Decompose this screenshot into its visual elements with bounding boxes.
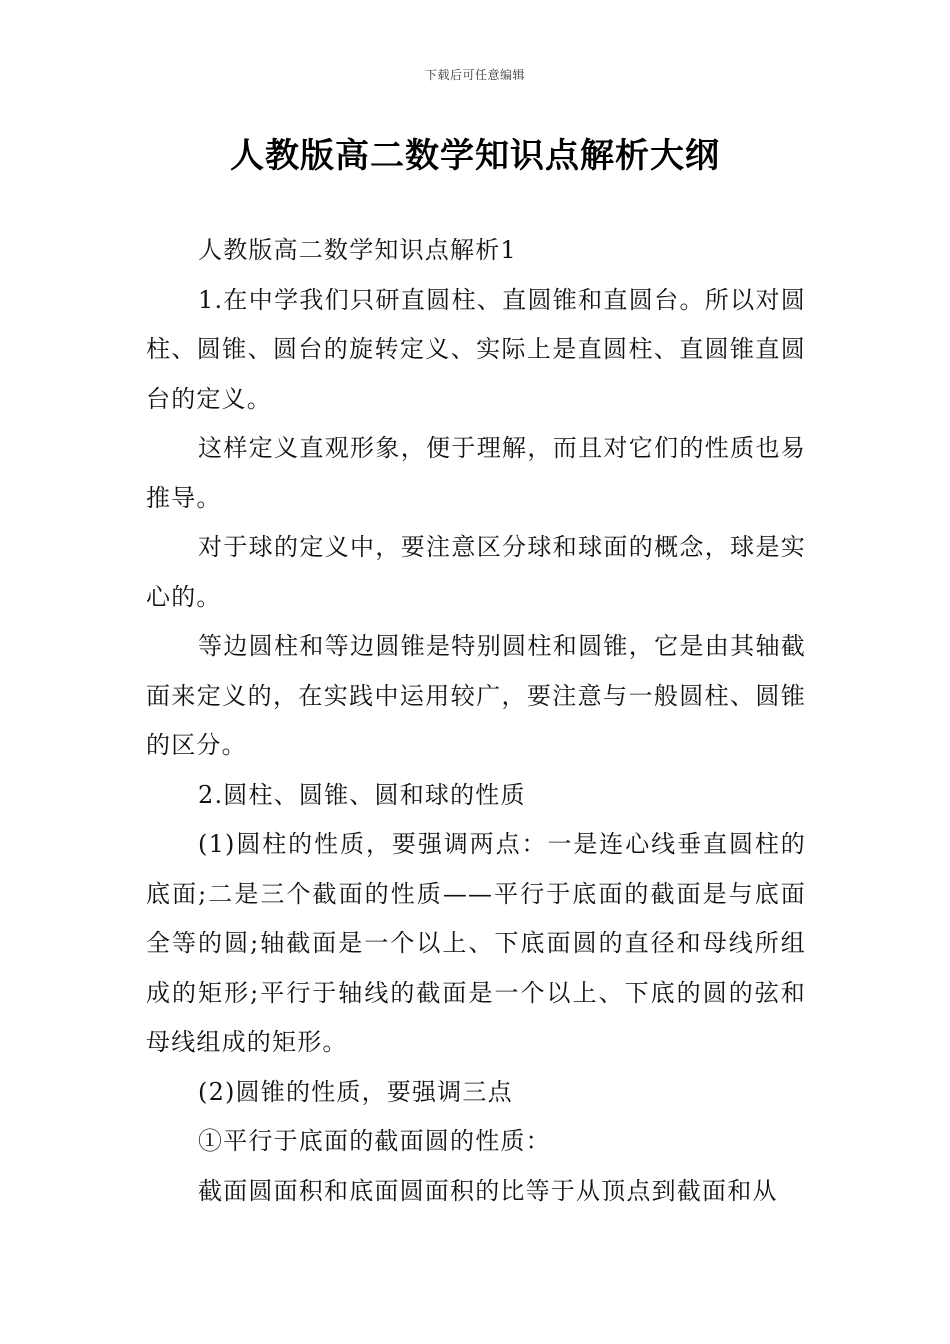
- section-heading: 人教版高二数学知识点解析1: [198, 236, 517, 264]
- document-title: 人教版高二数学知识点解析大纲: [230, 136, 720, 176]
- document-body: [146, 226, 806, 1216]
- paragraph: 1.在中学我们只研直圆柱、直圆锥和直圆台。所以对圆柱、圆锥、圆台的旋转定义、实际上是直圆柱、直圆锥直圆台的定义。: [146, 285, 806, 413]
- paragraph: 2.圆柱、圆锥、圆和球的性质: [198, 780, 526, 809]
- paragraph: 截面圆面积和底面圆面积的比等于从顶点到截面和从: [198, 1176, 778, 1205]
- header-note: 下载后可任意编辑: [424, 68, 525, 82]
- paragraph: 等边圆柱和等边圆锥是特别圆柱和圆锥，它是由其轴截面来定义的，在实践中运用较广，要注意与一般圆柱、圆锥的区分。: [146, 632, 806, 759]
- paragraph: ①平行于底面的截面圆的性质：: [198, 1127, 551, 1155]
- paragraph: 这样定义直观形象，便于理解，而且对它们的性质也易推导。: [146, 434, 806, 512]
- paragraph: (1)圆柱的性质，要强调两点：一是连心线垂直圆柱的底面;二是三个截面的性质——平行于底面的截面是与底面全等的圆;轴截面是一个以上、下底面圆的直径和母线所组成的矩形;平行于轴线的截面是一个以上、下底的圆的弦和母线组成的矩形。: [146, 830, 806, 1056]
- paragraph: 对于球的定义中，要注意区分球和球面的概念，球是实心的。: [146, 533, 806, 611]
- paragraph: (2)圆锥的性质，要强调三点: [198, 1077, 513, 1106]
